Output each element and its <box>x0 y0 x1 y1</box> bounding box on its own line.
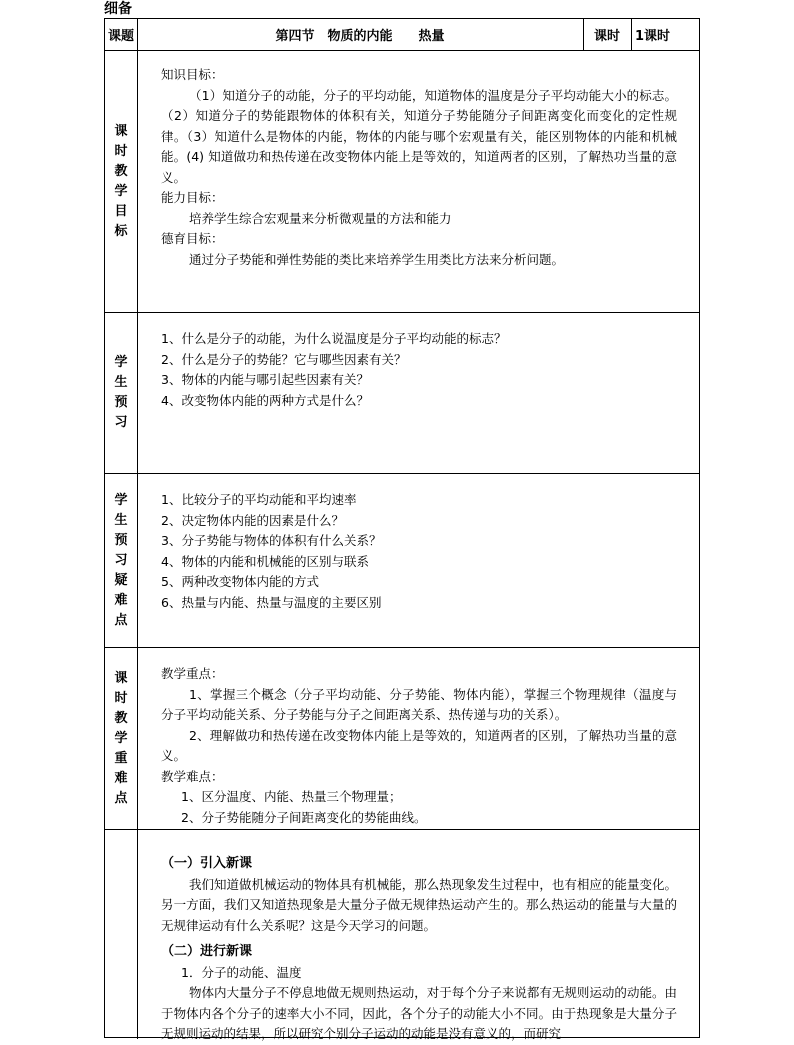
process-row <box>105 830 699 1039</box>
process-content <box>161 854 677 1045</box>
difficulties-row <box>105 474 699 648</box>
ability-text: 培养学生综合宏观量来分析微观量的方法和能力 <box>189 210 452 226</box>
list-item: 3、物体的内能与哪引起些因素有关？ <box>161 372 369 387</box>
key-point-1: 1、掌握三个概念（分子平均动能、分子势能、物体内能），掌握三个物理规律（温度与分子平均动能关系、分子势能与分子之间距离关系、热传递与功的关系）。 <box>161 686 677 722</box>
period-value: 1课时 <box>635 29 671 44</box>
intro-text: 我们知道做机械运动的物体具有机械能，那么热现象发生过程中，也有相应的能量变化。另一方面，我们又知道热现象是大量分子做无规律热运动产生的。那么热运动的能量与大量的无规律运动有什么关系呢？这是今天学习的问题。 <box>161 876 677 933</box>
list-item: 1、比较分子的平均动能和平均速率 <box>161 492 357 507</box>
difficulties-content <box>161 490 677 613</box>
new-lesson-heading: （二）进行新课 <box>161 944 253 959</box>
topic-label: 课题 <box>107 29 134 44</box>
preview-row <box>105 313 699 474</box>
list-item: 1、什么是分子的动能，为什么说温度是分子平均动能的标志？ <box>161 331 507 346</box>
header-row <box>105 19 699 51</box>
list-item: 4、改变物体内能的两种方式是什么？ <box>161 392 369 408</box>
list-item: 5、两种改变物体内能的方式 <box>161 574 319 589</box>
lesson-plan-table <box>104 18 700 1041</box>
intro-heading: （一）引入新课 <box>161 856 253 871</box>
hard-point-2: 2、分子势能随分子间距离变化的势能曲线。 <box>181 809 427 825</box>
goals-label: 课时教学目标 <box>114 123 128 239</box>
subsection-heading: 1．分子的动能、温度 <box>181 964 302 980</box>
list-item: 4、物体的内能和机械能的区别与联系 <box>161 553 369 569</box>
moral-text: 通过分子势能和弹性势能的类比来培养学生用类比方法来分析问题。 <box>189 251 565 267</box>
subsection-text: 物体内大量分子不停息地做无规则热运动，对于每个分子来说都有无规则运动的动能。由于物体内各个分子的速率大小不同，因此，各个分子的动能大小不同。由于热现象是大量分子无规则运动的结果，所以研究个别分子运动的动能是没有意义的，而研究 <box>161 985 677 1041</box>
list-item: 2、什么是分子的势能？它与哪些因素有关？ <box>161 351 407 367</box>
knowledge-label: 知识目标： <box>161 67 224 82</box>
list-item: 3、分子势能与物体的体积有什么关系？ <box>161 533 382 548</box>
hard-point-1: 1、区分温度、内能、热量三个物理量； <box>181 789 402 804</box>
key-points-label: 课时教学重难点 <box>114 670 128 806</box>
list-item: 6、热量与内能、热量与温度的主要区别 <box>161 594 382 610</box>
ability-label: 能力目标： <box>161 190 224 205</box>
knowledge-text: （1）知道分子的动能，分子的平均动能，知道物体的温度是分子平均动能大小的标志。（2）知道分子的势能跟物体的体积有关，知道分子势能随分子间距离变化而变化的定性规律。（3）知道什么是物体的内能，物体的内能与哪个宏观量有关，能区别物体的内能和机械能。(4) 知道做功和热传递在改变物体内能上是等效的，知道两者的区别，了解热功当量的意义。 <box>161 87 677 185</box>
preview-label: 学生预习 <box>114 355 128 430</box>
goals-content <box>161 65 677 270</box>
key-points-content <box>161 664 677 828</box>
top-note: 细备 <box>104 1 132 17</box>
moral-label: 德育目标： <box>161 231 224 246</box>
preview-content <box>161 329 677 411</box>
key-points-row <box>105 648 699 830</box>
key-label: 教学重点： <box>161 666 224 681</box>
list-item: 2、决定物体内能的因素是什么？ <box>161 512 344 528</box>
lesson-title: 第四节 物质的内能 热量 <box>275 29 445 44</box>
period-label: 课时 <box>593 29 620 44</box>
hard-label: 教学难点： <box>161 768 224 784</box>
difficulties-label: 学生预习疑难点 <box>114 492 128 628</box>
goals-row <box>105 51 699 313</box>
key-point-2: 2、理解做功和热传递在改变物体内能上是等效的，知道两者的区别，了解热功当量的意义。 <box>161 727 677 763</box>
